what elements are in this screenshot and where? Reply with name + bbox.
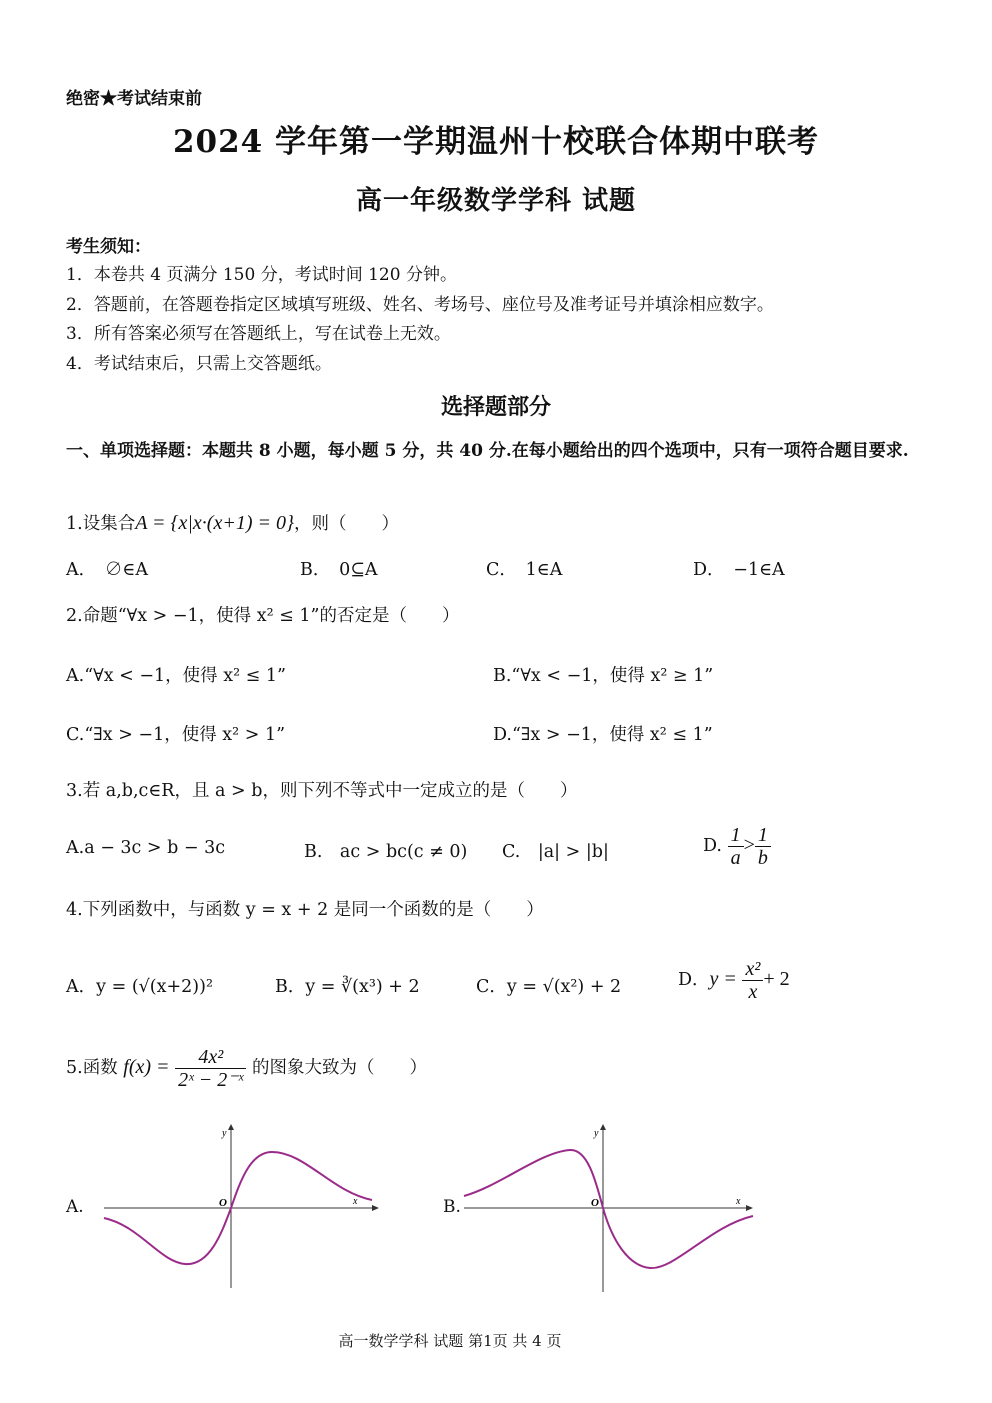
q4-option-c: C．y = √(x²) + 2 [476, 977, 622, 997]
notice-heading: 考生须知： [66, 237, 151, 257]
graph-b-x-label: x [736, 1196, 741, 1207]
q4d-tail: + 2 [763, 968, 790, 990]
secret-mark: 绝密★考试结束前 [66, 89, 202, 109]
graph-b-curve [464, 1150, 753, 1268]
q2-option-b: B.“∀x < −1，使得 x² ≥ 1” [493, 666, 714, 686]
question-3: 3.若 a,b,c∈R，且 a > b，则下列不等式中一定成立的是（ ） [66, 781, 578, 801]
q3d-left-num: 1 [728, 824, 744, 847]
question-4: 4.下列函数中，与函数 y = x + 2 是同一个函数的是（ ） [66, 900, 544, 920]
graph-b-y-label: y [594, 1128, 599, 1139]
q3-option-a: A.a − 3c > b − 3c [66, 838, 226, 858]
q3-option-c: C. |a| > |b| [502, 842, 609, 862]
graph-b [460, 1122, 760, 1297]
q2-option-a: A.“∀x < −1，使得 x² ≤ 1” [66, 666, 286, 686]
q4d-fraction [742, 958, 763, 1003]
q3d-left-den: a [730, 847, 741, 869]
q1-option-c: C． 1∈A [486, 560, 563, 580]
q1-suffix: ，则（ ） [294, 514, 399, 534]
part1-heading: 一、单项选择题：本题共 8 小题，每小题 5 分，共 40 分.在每小题给出的四个选项中，只有一项符合题目要求. [66, 441, 909, 461]
graph-a-origin-label: O [219, 1197, 227, 1209]
notice-item-1: 1．本卷共 4 页满分 150 分，考试时间 120 分钟。 [66, 265, 457, 285]
q2-option-c: C.“∃x > −1，使得 x² > 1” [66, 725, 286, 745]
q5-suffix: 的图象大致为（ ） [252, 1058, 428, 1078]
notice-item-4: 4．考试结束后，只需上交答题纸。 [66, 354, 332, 374]
graph-b-label: B. [443, 1197, 461, 1217]
q1-option-a: A． ∅∈A [66, 560, 148, 580]
q4-option-a: A．y = (√(x+2))² [66, 977, 213, 997]
question-5 [66, 1046, 427, 1091]
graph-a-x-label: x [353, 1196, 358, 1207]
question-2: 2.命题“∀x > −1，使得 x² ≤ 1”的否定是（ ） [66, 606, 460, 626]
q5-den: 2ˣ − 2⁻ˣ [178, 1069, 244, 1091]
q1-option-b: B． 0⊆A [300, 560, 378, 580]
q5-num: 4x² [175, 1046, 246, 1069]
q5-fx: f(x) = [123, 1056, 170, 1078]
q3d-right-fraction [755, 824, 771, 869]
q4-option-d-label: D． [678, 970, 710, 990]
graph-a-y-arrow [228, 1124, 234, 1130]
q3-option-b: B. ac > bc(c ≠ 0) [304, 842, 468, 862]
q1-option-d: D． −1∈A [693, 560, 785, 580]
q4d-lhs: y = [709, 968, 737, 990]
q1-prefix: 1.设集合 [66, 514, 136, 534]
q3-option-d-label: D. [703, 836, 722, 856]
q4-option-b: B．y = ∛(x³) + 2 [275, 977, 420, 997]
exam-title: 2024 学年第一学期温州十校联合体期中联考 [172, 124, 820, 160]
q3-option-d [703, 824, 771, 869]
q3d-right-den: b [757, 847, 768, 869]
notice-item-3: 3．所有答案必须写在答题纸上，写在试卷上无效。 [66, 324, 451, 344]
graph-a-y-label: y [222, 1128, 227, 1139]
q5-fraction [175, 1046, 246, 1091]
graph-b-x-arrow [746, 1205, 753, 1211]
q4d-num: x² [742, 958, 763, 981]
graph-b-origin-label: O [591, 1197, 599, 1209]
question-1 [66, 510, 399, 535]
exam-subtitle: 高一年级数学学科 试题 [355, 186, 637, 216]
q3d-right-num: 1 [755, 824, 771, 847]
q5-prefix: 5.函数 [66, 1058, 118, 1078]
q1-set: A = {x|x·(x+1) = 0} [135, 512, 294, 534]
graph-a-x-arrow [372, 1205, 379, 1211]
graph-a [100, 1122, 380, 1292]
q4-option-d [678, 958, 790, 1003]
q3d-left-fraction [728, 824, 744, 869]
notice-item-2: 2．答题前，在答题卷指定区域填写班级、姓名、考场号、座位号及准考证号并填涂相应数字。 [66, 295, 774, 315]
section-title: 选择题部分 [440, 394, 551, 420]
page-footer: 高一数学学科 试题 第1页 共 4 页 [338, 1332, 562, 1350]
graph-b-y-arrow [600, 1124, 606, 1130]
q3d-op: > [743, 834, 755, 856]
q2-option-d: D.“∃x > −1，使得 x² ≤ 1” [493, 725, 713, 745]
graph-a-label: A. [66, 1197, 84, 1217]
q4d-den: x [748, 981, 758, 1003]
